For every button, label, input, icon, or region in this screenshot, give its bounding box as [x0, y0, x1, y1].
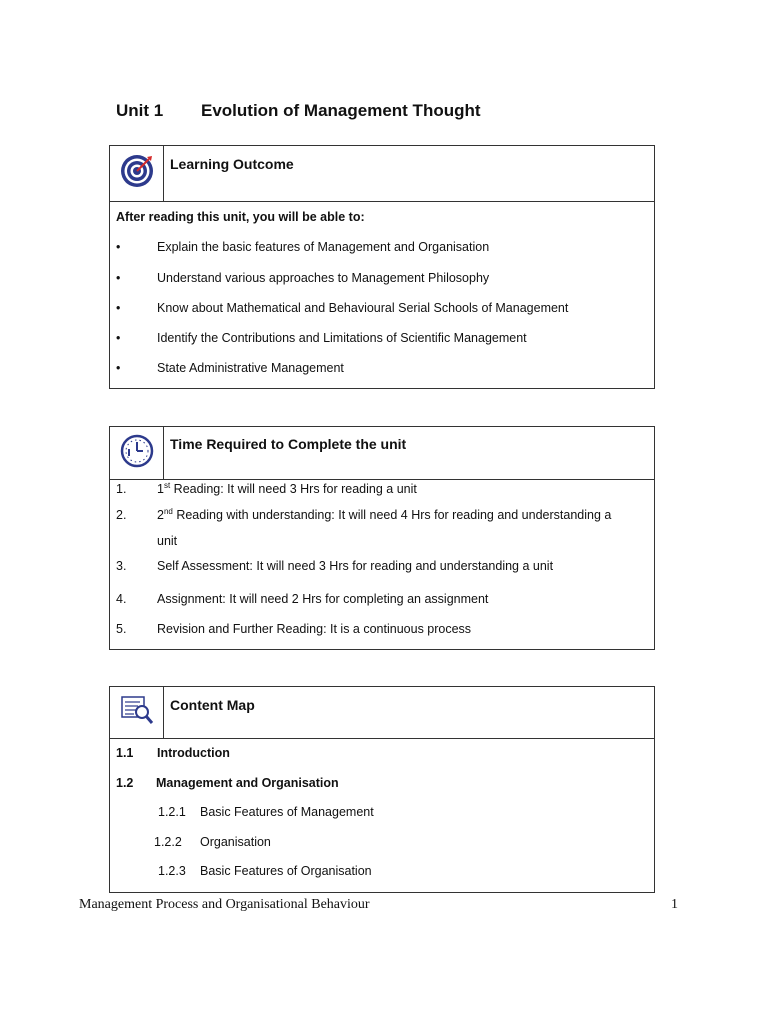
page-number: 1	[671, 897, 678, 912]
unit-number: Unit 1	[116, 101, 164, 120]
content-map-box: Content Map 1.1 Introduction 1.2 Management and Organisation 1.2.1 Basic Features of Management 1.2.2 Organisation 1.2.3 Basic Features of Organisation	[109, 686, 655, 893]
learning-outcome-header	[110, 146, 654, 202]
target-icon	[119, 153, 155, 194]
footer-title: Management Process and Organisational Behaviour	[79, 897, 370, 912]
document-search-icon	[120, 695, 154, 730]
unit-heading	[116, 101, 481, 121]
clock-icon	[120, 434, 154, 473]
time-required-box: Time Required to Complete the unit 1. 1st Reading: It will need 3 Hrs for reading a unit 2. 2nd Reading with understanding: It will need 4 Hrs for reading and understanding a unit 3. Self Assessment: It will need 3 Hrs for reading and understanding a unit 4. Assignment: It will need 2 Hrs for completing an assignment 5. Revision and Further Reading: It is a continuous process	[109, 426, 655, 650]
icon-cell	[110, 146, 164, 201]
learning-outcome-box: Learning Outcome After reading this unit, you will be able to: • Explain the basic features of Management and Organisation • Understand various approaches to Management Philosophy • Know about Mathematical and Behavioural Serial Schools of Management • Identify the Contributions and Limitations of Scientific Management • State Administrative Management	[109, 145, 655, 389]
icon-cell	[110, 687, 164, 738]
content-map-title: Content Map	[170, 697, 255, 713]
icon-cell	[110, 427, 164, 479]
time-required-header	[110, 427, 654, 480]
time-required-title: Time Required to Complete the unit	[170, 436, 407, 452]
content-map-header	[110, 687, 654, 739]
unit-title: Evolution of Management Thought	[201, 101, 481, 120]
learning-outcome-title: Learning Outcome	[170, 156, 294, 172]
page-footer	[79, 897, 678, 913]
